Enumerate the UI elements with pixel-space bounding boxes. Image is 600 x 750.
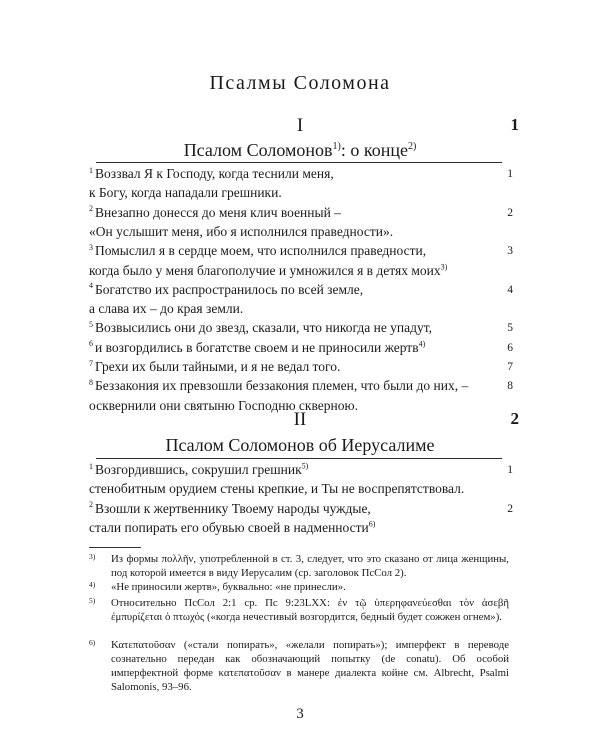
psalm-title-2: Псалом Соломонов об Иерусалиме: [165, 435, 435, 455]
verse-text: Возвысились они до звезд, сказали, что никогда не упадут,: [95, 320, 433, 336]
footnote-ref[interactable]: 2): [407, 141, 417, 152]
line-number: 1: [507, 168, 513, 180]
verse-line: [89, 517, 519, 539]
verse-text: Беззакония их превзошли беззакония племен, что были до них, –: [95, 378, 469, 394]
verse-number: 5: [89, 319, 93, 329]
verse-number: 3: [89, 242, 93, 252]
footnote-number: 3): [89, 552, 96, 561]
footnote-5: [89, 596, 509, 624]
verse-number: 2: [89, 204, 93, 214]
verse-text: Возгордившись, сокрушил грешник: [95, 462, 302, 477]
verse-text: к Богу, когда нападали грешники.: [89, 185, 282, 201]
footnote-ref[interactable]: 5): [301, 461, 309, 471]
line-number: 6: [507, 341, 513, 354]
footnote-4: [89, 580, 509, 594]
verse-text: осквернили они святыню Господню скверною.: [89, 397, 358, 413]
psalm-title-1: [0, 140, 600, 161]
section-number: 1: [510, 115, 519, 134]
line-number: 7: [507, 361, 513, 373]
section-heading-2: [0, 409, 600, 433]
footnote-text: Из формы πολλῆν, употребленной в ст. 3, следует, что это сказано от лица женщины, под которой имеется в виду Иерусалим (ср. заголовок ПсСол 2).: [111, 553, 509, 579]
verse-text: Помыслил я в сердце моем, что исполнился праведности,: [95, 243, 427, 259]
verse-text: Воззвал Я к Господу, когда теснили меня,: [95, 166, 334, 181]
section-number: 2: [510, 409, 519, 428]
footnote-ref[interactable]: 6): [368, 519, 376, 529]
line-number: 2: [507, 502, 513, 515]
verse-text: Богатство их распространилось по всей земле,: [95, 281, 364, 297]
verse-text: и возгордились в богатстве своем и не приносили жертв: [95, 339, 419, 355]
footnote-number: 4): [89, 580, 96, 589]
footnote-number: 6): [89, 638, 96, 647]
verse-text: стали попирать его обувью своей в надменности: [89, 519, 369, 535]
verse-text: «Он услышит меня, ибо я исполнился праведности».: [89, 223, 394, 239]
line-number: 3: [507, 245, 513, 258]
verse-number: 6: [89, 339, 93, 349]
verse-number: 1: [89, 461, 93, 471]
verse-text: а слава их – до края земли.: [89, 301, 244, 317]
verse-text: стенобитным орудием стены крепкие, и Ты не воспрепятствовал.: [89, 481, 465, 497]
section-roman-numeral: I: [296, 115, 304, 136]
verse-text: Взошли к жертвеннику Твоему народы чуждые,: [95, 500, 371, 516]
verse-text: когда было у меня благополучие и умножился я в детях моих: [89, 262, 441, 278]
footnote-text: Относительно ПсСол 2:1 ср. Пс 9:23LXX: ἐν τῷ ὑπερηφανεύεσθαι τὸν ἀσεβῆ ἐμπυρίζεται ὁ πτωχός («когда нечестивый возгордится, бедный будет сожжен огнем»).: [111, 597, 509, 623]
line-number: 4: [507, 283, 513, 296]
footnote-number: 5): [89, 596, 96, 605]
verse-number: 1: [89, 165, 93, 175]
verse-number: 7: [89, 358, 93, 368]
footnote-3: [89, 552, 509, 580]
verse-text: Грехи их были тайными, и я не ведал того.: [95, 359, 341, 374]
psalm-title-text: Псалом Соломонов: [183, 140, 333, 160]
line-number: 2: [507, 206, 513, 219]
footnote-ref[interactable]: 4): [418, 339, 426, 349]
footnote-text: «Не приносили жертв», буквально: «не принесли».: [111, 581, 346, 593]
verse-number: 2: [89, 500, 93, 510]
section-roman-numeral: II: [293, 409, 307, 430]
section-heading-1: [0, 115, 600, 139]
book-title: Псалмы Соломона: [209, 72, 391, 94]
verse-number: 8: [89, 377, 93, 387]
footnote-separator: [89, 547, 141, 548]
footnote-ref[interactable]: 3): [440, 262, 448, 271]
footnote-6: [89, 638, 509, 694]
page-number: 3: [296, 706, 304, 722]
footnote-ref[interactable]: 1): [332, 141, 341, 152]
verse-number: 4: [89, 281, 93, 291]
line-number: 1: [507, 464, 513, 476]
verse-text: Внезапно донесся до меня клич военный –: [95, 204, 341, 220]
footnote-text: Κατεπατοῦσαν («стали попирать», «желали попирать»); имперфект в переводе сознательно передан как обозначающий попытку (de conatu). Об особой имперфектной форме κατεπατοῦσαν в манере диалекта койне см. Albrecht, Psalmi Salomonis, 93–96.: [111, 639, 509, 693]
psalm-title-text: : о конце: [340, 140, 408, 160]
line-number: 5: [507, 322, 513, 335]
line-number: 8: [507, 380, 513, 393]
